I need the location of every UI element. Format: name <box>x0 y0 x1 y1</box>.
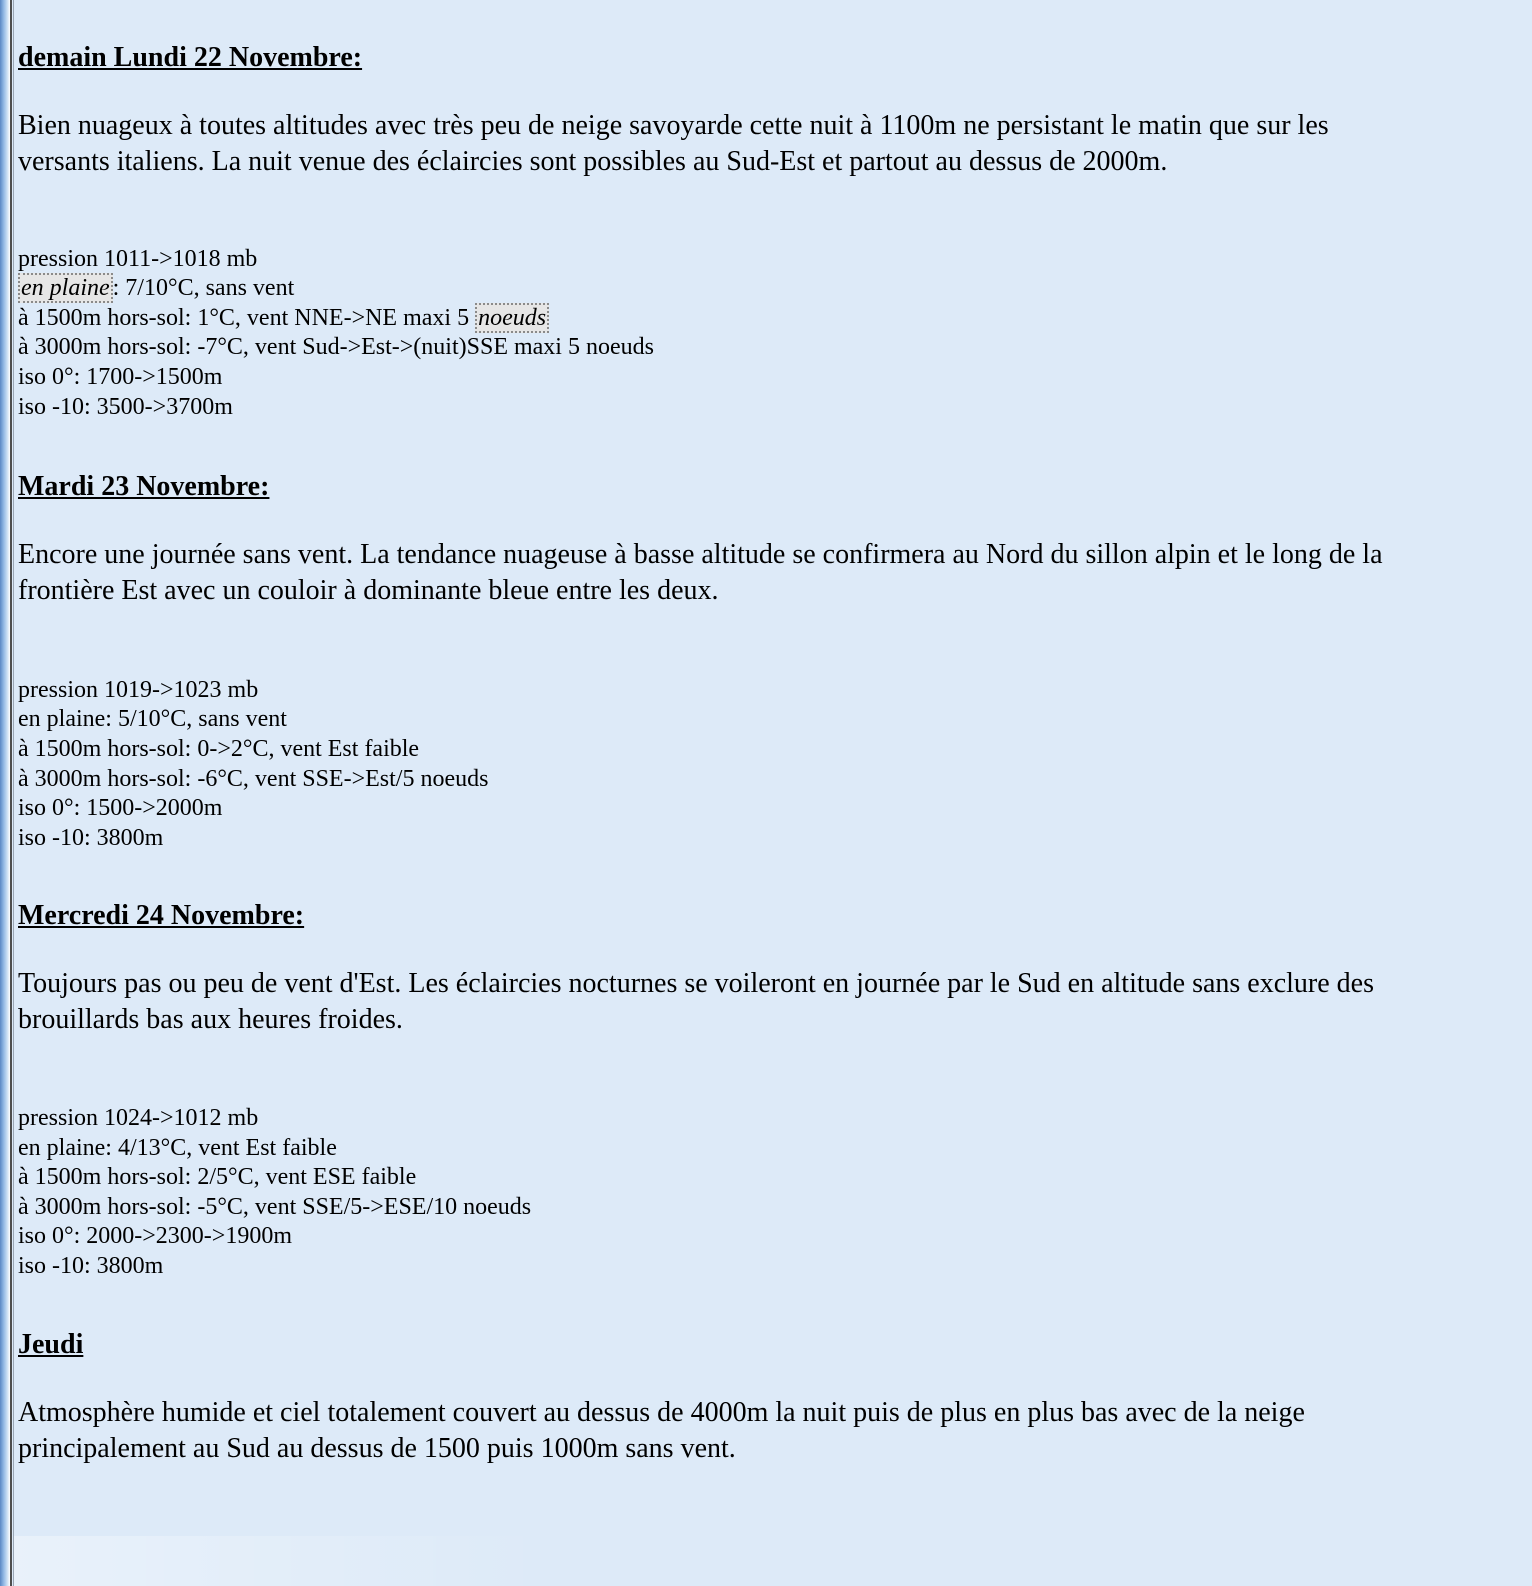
day-details <box>18 676 1532 854</box>
day-section-mardi <box>18 470 1532 853</box>
window-border-inner-line <box>13 0 14 1586</box>
day-details <box>18 1104 1532 1282</box>
day-details <box>18 245 1532 423</box>
day-heading: demain Lundi 22 Novembre: <box>18 42 363 73</box>
window-frame-left-edge <box>0 0 10 1586</box>
iso-0-line: iso 0°: 1500->2000m <box>18 795 223 822</box>
day-section-lundi <box>18 41 1532 422</box>
day-summary: Bien nuageux à toutes altitudes avec très peu de neige savoyarde cette nuit à 1100m ne persistant le matin que sur les versants italiens. La nuit venue des éclaircies sont possibles au Sud-Est et partout au dessus de 2000m. <box>18 109 1329 177</box>
abbr-en-plaine[interactable]: en plaine <box>18 273 113 303</box>
alt-1500-line: à 1500m hors-sol: 0->2°C, vent Est faible <box>18 735 420 762</box>
day-heading: Mercredi 24 Novembre: <box>18 900 305 932</box>
plaine-line: en plaine: 4/13°C, vent Est faible <box>18 1134 337 1161</box>
plaine-line <box>18 274 1532 304</box>
day-heading: Mardi 23 Novembre: <box>18 471 270 503</box>
iso-minus10-line: iso -10: 3800m <box>18 1252 164 1279</box>
alt-1500-line: à 1500m hors-sol: 2/5°C, vent ESE faible <box>18 1164 417 1191</box>
iso-0-line: iso 0°: 1700->1500m <box>18 363 223 390</box>
day-section-mercredi <box>18 899 1532 1281</box>
pression-line: pression 1024->1012 mb <box>18 1104 259 1131</box>
day-summary: Atmosphère humide et ciel totalement couvert au dessus de 4000m la nuit puis de plus en plus bas avec de la neige principalement au Sud au dessus de 1500 puis 1000m sans vent. <box>18 1397 1305 1465</box>
bottom-shadow <box>14 1536 1532 1586</box>
iso-0-line: iso 0°: 2000->2300->1900m <box>18 1223 292 1250</box>
alt-3000-line: à 3000m hors-sol: -7°C, vent Sud->Est->(nuit)SSE maxi 5 noeuds <box>18 334 654 361</box>
plaine-value: : 7/10°C, sans vent <box>112 275 295 302</box>
alt-1500-value: à 1500m hors-sol: 1°C, vent NNE->NE maxi 5 <box>18 304 476 331</box>
day-summary: Encore une journée sans vent. La tendance nuageuse à basse altitude se confirmera au Nord du sillon alpin et le long de la frontière Est avec un couloir à dominante bleue entre les deux. <box>18 538 1383 606</box>
alt-3000-line: à 3000m hors-sol: -6°C, vent SSE->Est/5 noeuds <box>18 765 489 792</box>
day-heading: Jeudi <box>18 1329 84 1361</box>
pression-line: pression 1019->1023 mb <box>18 676 259 703</box>
pression-line: pression 1011->1018 mb <box>18 245 258 272</box>
day-section-jeudi <box>18 1328 1532 1467</box>
iso-minus10-line: iso -10: 3500->3700m <box>18 393 233 420</box>
alt-3000-line: à 3000m hors-sol: -5°C, vent SSE/5->ESE/10 noeuds <box>18 1193 532 1220</box>
abbr-noeuds[interactable]: noeuds <box>475 303 549 333</box>
alt-1500-line <box>18 304 1532 334</box>
forecast-document <box>18 38 1532 1467</box>
day-summary: Toujours pas ou peu de vent d'Est. Les éclaircies nocturnes se voileront en journée par le Sud en altitude sans exclure des brouillards bas aux heures froides. <box>18 967 1375 1035</box>
window-border-line <box>10 0 12 1586</box>
plaine-line: en plaine: 5/10°C, sans vent <box>18 706 287 733</box>
iso-minus10-line: iso -10: 3800m <box>18 824 164 851</box>
